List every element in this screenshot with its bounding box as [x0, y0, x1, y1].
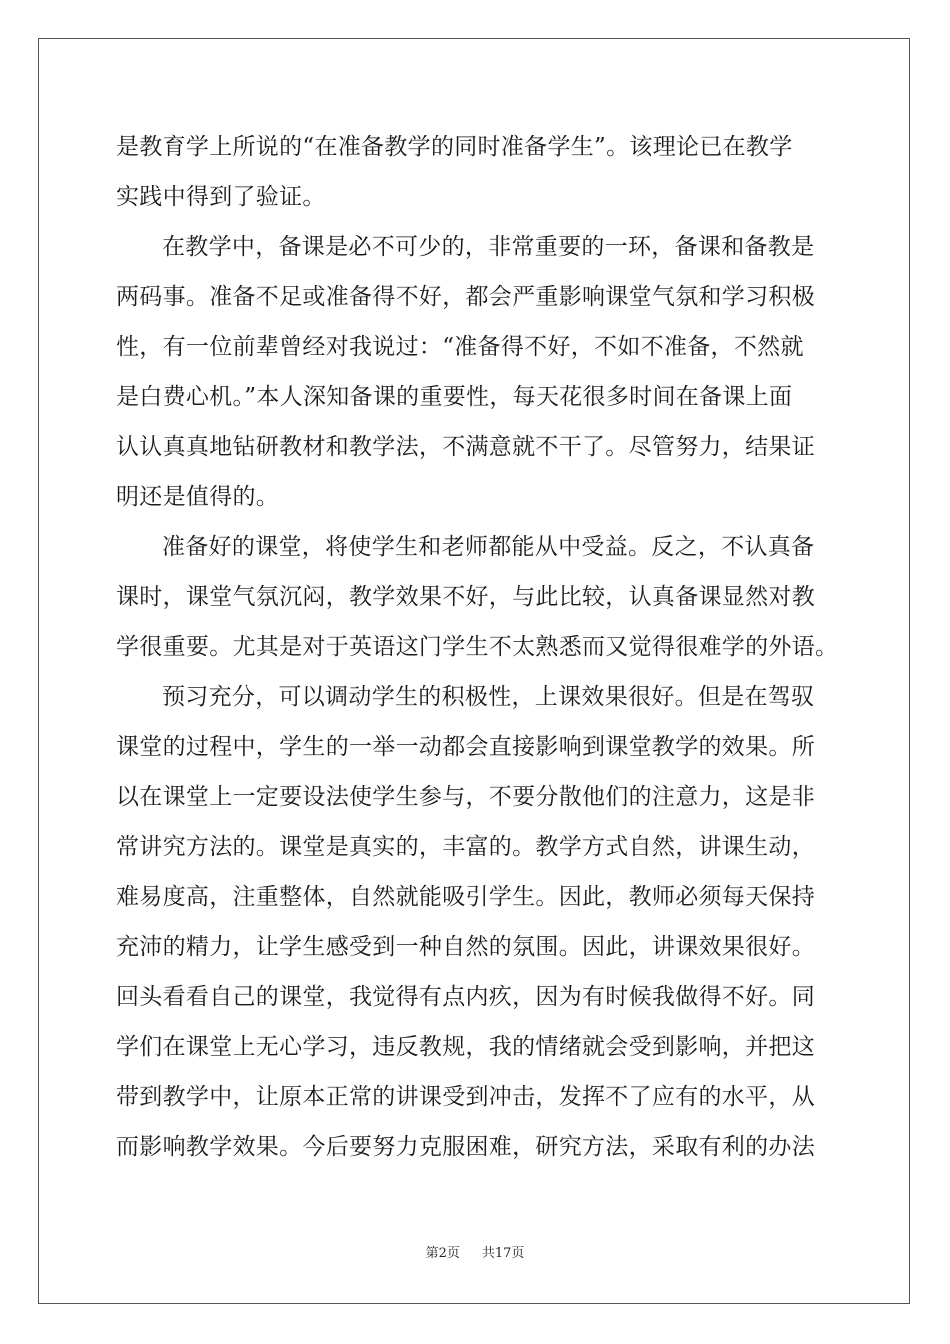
text-line: 明还是值得的。: [116, 484, 280, 510]
text-line: 课堂的过程中，学生的一举一动都会直接影响到课堂教学的效果。所: [116, 734, 815, 760]
page-number: 第2页: [425, 1246, 460, 1261]
text-line: 以在课堂上一定要设法使学生参与，不要分散他们的注意力，这是非: [116, 784, 815, 810]
text-line: 而影响教学效果。今后要努力克服困难，研究方法，采取有利的办法: [116, 1134, 815, 1160]
text-line: 带到教学中，让原本正常的讲课受到冲击，发挥不了应有的水平，从: [116, 1084, 815, 1110]
text-line: 回头看看自己的课堂，我觉得有点内疚，因为有时候我做得不好。同: [116, 984, 815, 1010]
paragraph-start-line: 在教学中，备课是必不可少的，非常重要的一环，备课和备教是: [162, 234, 815, 260]
text-line: 是教育学上所说的“在准备教学的同时准备学生”。该理论已在教学: [116, 134, 793, 160]
text-line: 常讲究方法的。课堂是真实的，丰富的。教学方式自然，讲课生动，: [116, 834, 815, 860]
text-line: 充沛的精力，让学生感受到一种自然的氛围。因此，讲课效果很好。: [116, 934, 815, 960]
text-line: 是白费心机。”本人深知备课的重要性，每天花很多时间在备课上面: [116, 384, 793, 410]
text-line: 实践中得到了验证。: [116, 184, 326, 210]
page-footer: [0, 1244, 950, 1264]
text-line: 认认真真地钻研教材和教学法，不满意就不干了。尽管努力，结果证: [116, 434, 815, 460]
page-total: 共17页: [481, 1246, 525, 1261]
paragraph-start-line: 预习充分，可以调动学生的积极性，上课效果很好。但是在驾驭: [162, 684, 815, 710]
text-line: 学们在课堂上无心学习，违反教规，我的情绪就会受到影响，并把这: [116, 1034, 815, 1060]
text-line: 难易度高，注重整体，自然就能吸引学生。因此，教师必须每天保持: [116, 884, 815, 910]
text-line: 课时，课堂气氛沉闷，教学效果不好，与此比较，认真备课显然对教: [116, 584, 815, 610]
text-line: 两码事。准备不足或准备得不好，都会严重影响课堂气氛和学习积极: [116, 284, 815, 310]
text-line: 学很重要。尤其是对于英语这门学生不太熟悉而又觉得很难学的外语。: [116, 634, 839, 660]
text-line: 性，有一位前辈曾经对我说过：“准备得不好，不如不准备，不然就: [116, 334, 804, 360]
paragraph-start-line: 准备好的课堂，将使学生和老师都能从中受益。反之，不认真备: [162, 534, 815, 560]
